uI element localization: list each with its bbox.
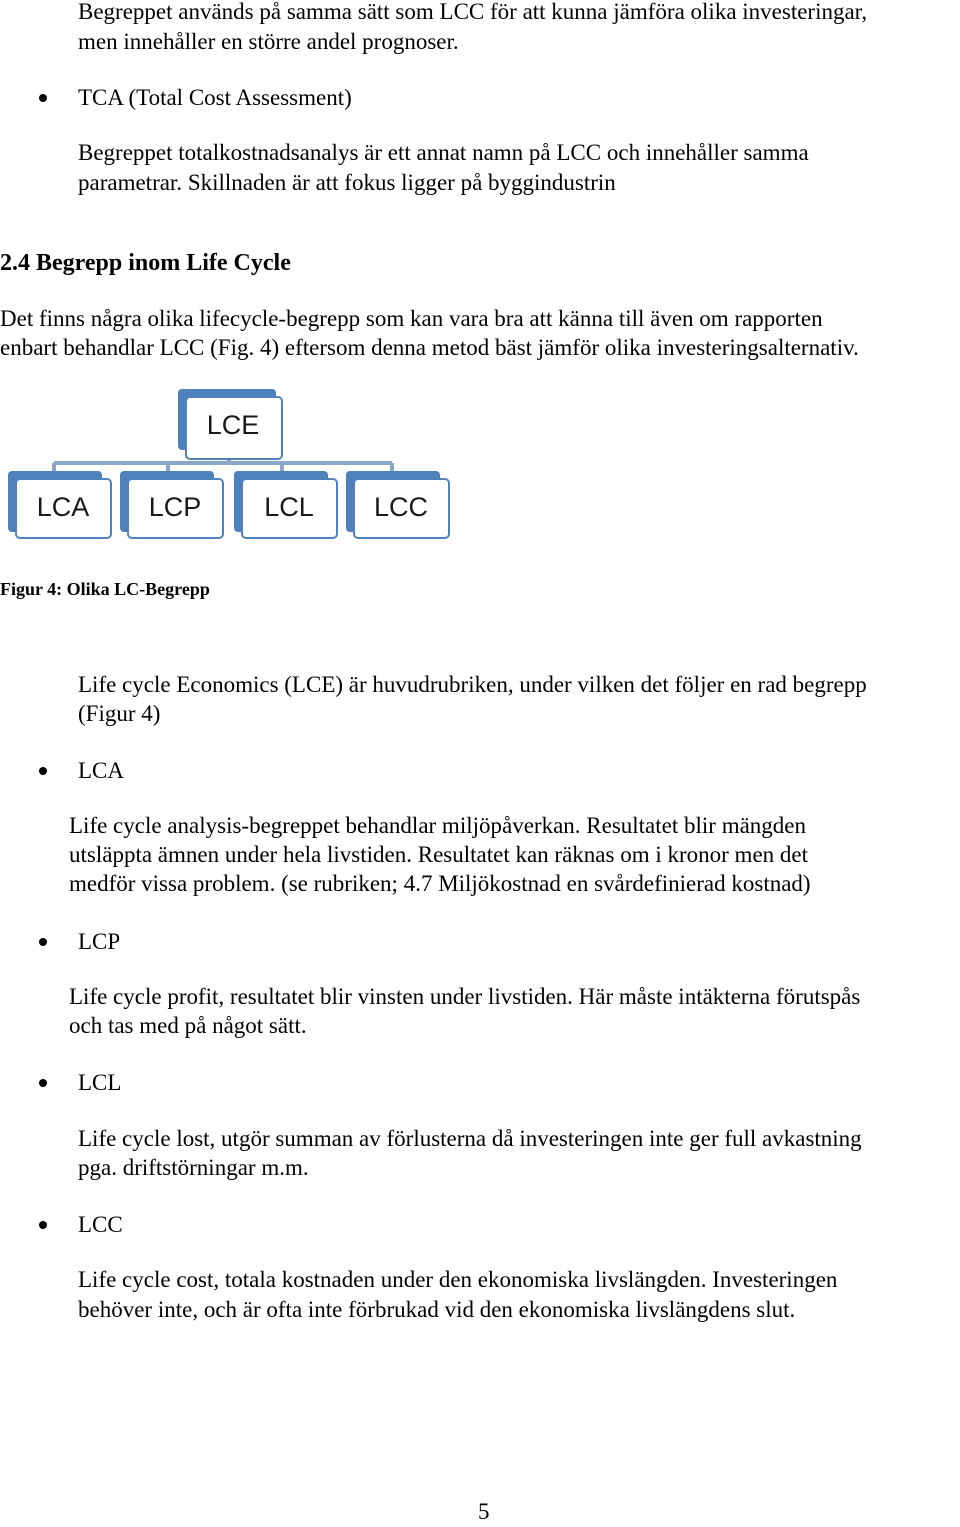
bullet-lcl [39,1079,47,1087]
term-lca: LCA [78,758,124,783]
lcp-line-2: och tas med på något sätt. [69,1013,307,1038]
page-number: 5 [478,1499,490,1524]
intro-line-2: men innehåller en större andel prognoser. [78,29,459,54]
tca-line-1: Begreppet totalkostnadsanalys är ett annat namn på LCC och innehåller samma [78,140,809,165]
term-lcc: LCC [78,1212,123,1237]
lcl-line-2: pga. driftstörningar m.m. [78,1155,309,1180]
tca-title: TCA (Total Cost Assessment) [78,85,352,110]
bullet-lcc [39,1221,47,1229]
lce-intro-line-1: Life cycle Economics (LCE) är huvudrubriken, under vilken det följer en rad begrepp [78,672,867,697]
lc-hierarchy-diagram [0,380,460,550]
bullet-tca [39,94,47,102]
term-lcl: LCL [78,1070,122,1095]
bullet-lcp [39,938,47,946]
lcp-line-1: Life cycle profit, resultatet blir vinsten under livstiden. Här måste intäkterna förutspås [69,984,861,1009]
node-lcl-label: LCL [264,492,314,522]
lce-intro-line-2: (Figur 4) [78,701,161,726]
figure-caption: Figur 4: Olika LC-Begrepp [0,579,210,599]
lca-line-1: Life cycle analysis-begreppet behandlar miljöpåverkan. Resultatet blir mängden [69,813,806,838]
node-lcl [234,471,337,538]
node-lca-label: LCA [36,492,90,522]
section-line-1: Det finns några olika lifecycle-begrepp som kan vara bra att känna till även om rapporten [0,306,823,331]
node-lcp [120,471,223,538]
node-lcc-label: LCC [373,492,429,522]
node-lce-label: LCE [206,410,260,440]
bullet-lca [39,767,47,775]
node-lcp-label: LCP [148,492,202,522]
lcc-line-2: behöver inte, och är ofta inte förbrukad vid den ekonomiska livslängdens slut. [78,1297,796,1322]
lcl-line-1: Life cycle lost, utgör summan av förlusterna då investeringen inte ger full avkastning [78,1126,862,1151]
section-line-2: enbart behandlar LCC (Fig. 4) eftersom denna metod bäst jämför olika investeringsalternativ. [0,335,859,360]
lca-line-3: medför vissa problem. (se rubriken; 4.7 Miljökostnad en svårdefinierad kostnad) [69,871,811,896]
intro-line-1: Begreppet används på samma sätt som LCC för att kunna jämföra olika investeringar, [78,0,868,24]
term-lcp: LCP [78,929,121,954]
section-heading: 2.4 Begrepp inom Life Cycle [0,250,291,276]
node-lcc [346,471,449,538]
tca-line-2: parametrar. Skillnaden är att fokus ligger på byggindustrin [78,170,616,195]
node-lce [178,389,282,459]
lca-line-2: utsläppta ämnen under hela livstiden. Resultatet kan räknas om i kronor men det [69,842,808,867]
lcc-line-1: Life cycle cost, totala kostnaden under den ekonomiska livslängden. Investeringen [78,1267,838,1292]
node-lca [8,471,111,538]
